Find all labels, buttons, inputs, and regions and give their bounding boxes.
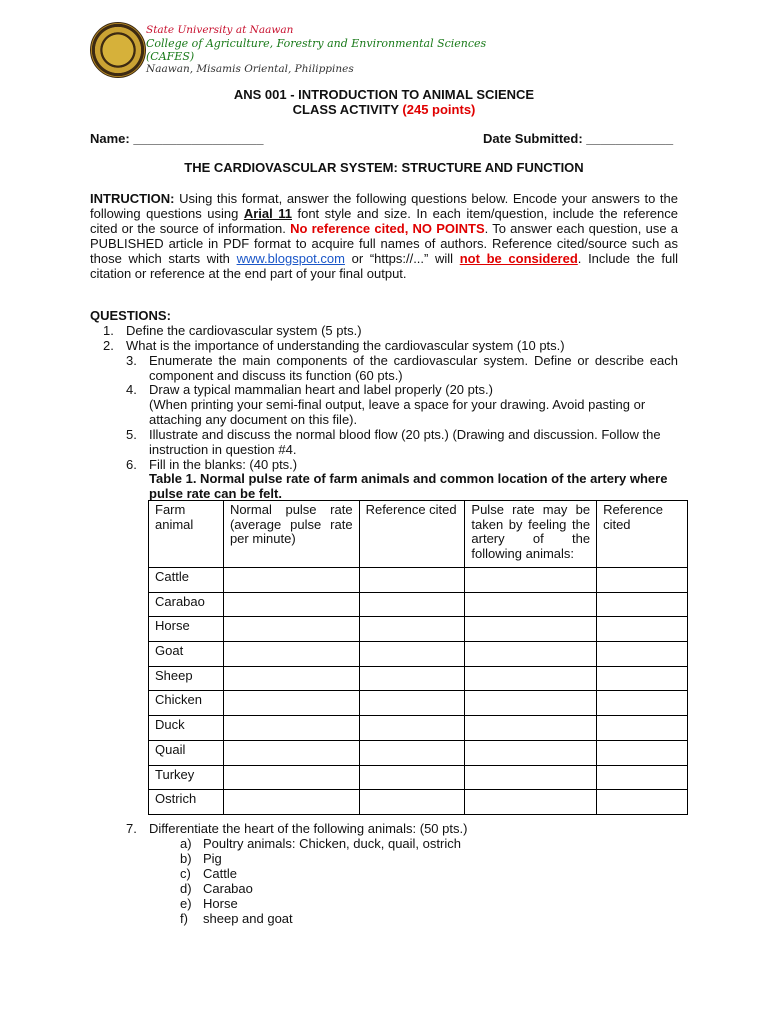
not-considered-warning: not be considered (459, 251, 578, 266)
activity-label: CLASS ACTIVITY (292, 102, 399, 117)
q7-item-a: a) Poultry animals: Chicken, duck, quail, ostrich (180, 836, 461, 851)
question-1: 1. Define the cardiovascular system (5 pts.) (103, 323, 362, 338)
college-name: College of Agriculture, Forestry and Environmental Sciences (CAFES) (146, 37, 487, 63)
table-row: Quail (149, 740, 688, 765)
table-caption: Table 1. Normal pulse rate of farm animals and common location of the artery where pulse rate can be felt. (149, 471, 668, 501)
question-4: 4. Draw a typical mammalian heart and label properly (20 pts.) (When printing your semi-final output, leave a space for your drawing. Avoid pasting or attaching any document on this file). (126, 382, 646, 427)
institution-lines (146, 24, 490, 76)
header-normal-pulse-rate: Normal pulse rate (average pulse rate per minute) (223, 501, 359, 568)
question-2: 2. What is the importance of understanding the cardiovascular system (10 pts.) (103, 338, 565, 353)
table-row: Cattle (149, 568, 688, 593)
table-header-row (149, 501, 688, 568)
font-requirement: Arial 11 (243, 206, 292, 221)
instruction-lead: INTRUCTION: (90, 191, 175, 206)
university-seal-icon (90, 22, 146, 78)
campus-location: Naawan, Misamis Oriental, Philippines (146, 63, 354, 75)
table-row: Ostrich (149, 790, 688, 815)
header-reference-cited: Reference cited (359, 501, 465, 568)
q7-item-b: b) Pig (180, 851, 222, 866)
name-field: Name: __________________ (90, 131, 264, 146)
question-3: 3. Enumerate the main components of the cardiovascular system. Define or describe each component and discuss its function (60 pts.) (126, 353, 678, 383)
section-title: THE CARDIOVASCULAR SYSTEM: STRUCTURE AND FUNCTION (184, 160, 584, 175)
q7-item-d: d) Carabao (180, 881, 253, 896)
table-row: Chicken (149, 691, 688, 716)
header-farm-animal: Farm animal (149, 501, 224, 568)
table-row: Carabao (149, 592, 688, 617)
q7-item-c: c) Cattle (180, 866, 237, 881)
instruction-paragraph: INTRUCTION: Using this format, answer the following questions below. Encode your answers to the following questions using Arial 11 font style and size. In each item/question, include the reference cited or the source of information. No reference cited, NO POINTS. To answer each question, use a PUBLISHED article in PDF format to acquire full names of authors. Reference cited/source such as those which starts with www.blogspot.com or “https://...” will not be considered. Include the full citation or reference at the end part of your final output. (90, 191, 678, 281)
no-reference-warning: No reference cited, NO POINTS (290, 221, 485, 236)
pulse-rate-table (148, 500, 688, 815)
question-6: 6. Fill in the blanks: (40 pts.) (126, 457, 298, 472)
table-row: Horse (149, 617, 688, 642)
table-row: Turkey (149, 765, 688, 790)
questions-heading: QUESTIONS: (90, 308, 171, 323)
question-4-note: (When printing your semi-final output, leave a space for your drawing. Avoid pasting or attaching any document on this file). (149, 397, 646, 427)
activity-title (0, 102, 768, 117)
date-submitted-field: Date Submitted: ____________ (483, 131, 674, 146)
header-artery-location: Pulse rate may be taken by feeling the artery of the following animals: (465, 501, 597, 568)
table-row: Sheep (149, 666, 688, 691)
activity-points: (245 points) (402, 102, 476, 117)
q7-item-e: e) Horse (180, 896, 238, 911)
university-name: State University at Naawan (146, 24, 294, 36)
university-header (90, 22, 490, 75)
header-reference-cited-2: Reference cited (597, 501, 688, 568)
course-title: ANS 001 - INTRODUCTION TO ANIMAL SCIENCE (233, 87, 535, 102)
question-5: 5. Illustrate and discuss the normal blood flow (20 pts.) (Drawing and discussion. Follow the instruction in question #4. (126, 427, 661, 457)
question-7: 7. Differentiate the heart of the following animals: (50 pts.) (126, 821, 468, 836)
table-row: Goat (149, 642, 688, 667)
q7-item-f: f) sheep and goat (180, 911, 293, 926)
table-row: Duck (149, 716, 688, 741)
blogspot-link[interactable]: www.blogspot.com (236, 251, 345, 266)
